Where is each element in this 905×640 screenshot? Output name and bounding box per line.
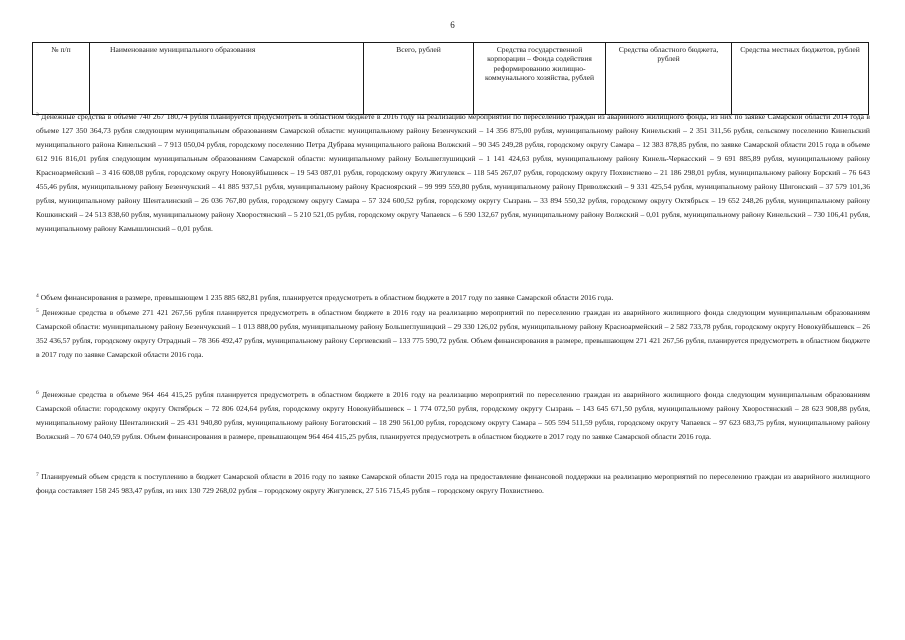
col-number-header: № п/п <box>33 43 90 115</box>
footnote-5 <box>36 306 870 362</box>
col-municipality-header: Наименование муниципального образования <box>90 43 364 115</box>
footnote-6 <box>36 388 870 444</box>
col-fund-header: Средства государственной корпорации – Фонда содействия реформированию жилищно-коммунального хозяйства, рублей <box>474 43 606 115</box>
footnote-mark: 7 <box>36 472 39 478</box>
table-header <box>32 42 869 115</box>
col-local-budget-header: Средства местных бюджетов, рублей <box>732 43 869 115</box>
footnote-mark: 6 <box>36 390 39 396</box>
footnote-text: Денежные средства в объеме 271 421 267,56 рубля планируется предусмотреть в областном бюджете в 2016 году на реализацию мероприятий по переселению граждан из аварийного жилищного фонда следующим муниципальным образованиям Самарской области: муниципальному району Безенчукский – 1 013 888,00 рубля, муниципальному району Большеглушицкий – 29 330 126,02 рубля, муниципальному району Красноармейский – 2 582 733,78 рубля, городскому округу Новокуйбышевск – 26 352 436,57 рубля, городскому округу Отрадный – 78 366 492,47 рубля, муниципальному району Сергиевский – 133 775 590,72 рубля. Объем финансирования в размере, превышающем 271 421 267,56 рубля, планируется предусмотреть в областном бюджете в 2017 году по заявке Самарской области 2016 года. <box>36 308 870 359</box>
footnote-text: Планируемый объем средств к поступлению в бюджет Самарской области в 2016 году по заявке Самарской области 2015 года на предоставление финансовой поддержки на реализацию мероприятий по переселению граждан из аварийного жилищного фонда составляет 158 245 983,47 рубля, из них 130 729 268,02 рубля – городскому округу Жигулевск, 27 516 715,45 рубля – городскому округу Похвистнево. <box>36 472 871 495</box>
footnote-4 <box>36 291 870 305</box>
footnote-mark: 5 <box>36 308 39 314</box>
footnote-mark: 3 <box>36 112 39 118</box>
col-regional-budget-header: Средства областного бюджета, рублей <box>606 43 732 115</box>
footnote-text: Денежные средства в объеме 740 267 180,74 рубля планируется предусмотреть в областном бюджете в 2016 году на реализацию мероприятий по переселению граждан из аварийного жилищного фонда, из них по заявке Самарской области 2014 года в объеме 127 350 364,73 рубля следующим муниципальным образованиям Самарской области: муниципальному району Безенчукский – 14 356 875,00 рубля, муниципальному району Кинельский – 2 351 311,56 рубля, сельскому поселению Кинельский муниципального района Кинельский – 7 913 050,04 рубля, городскому поселению Петра Дубрава муниципального района Волжский – 90 345 249,28 рубля, городскому округу Самара – 12 383 878,85 рубля, по заявке Самарской области 2015 года в объеме 612 916 816,01 рубля следующим муниципальным образованиям Самарской области: муниципальному району Большеглушицкий – 1 141 424,63 рубля, муниципальному району Кинель-Черкасский – 9 691 885,89 рубля, муниципальному району Красноармейский – 3 416 608,08 рубля, городскому округу Новокуйбышевск – 19 543 087,01 рубля, городскому округу Жигулевск – 118 545 267,07 рубля, городскому округу Похвистнево – 21 186 298,01 рубля, муниципальному району Борский – 76 643 455,46 рубля, муниципальному району Безенчукский – 41 885 937,51 рубля, муниципальному району Красноярский – 99 999 559,80 рубля, муниципальному району Приволжский – 9 331 425,54 рубля, муниципальному району Шигонский – 37 579 101,36 рубля, муниципальному району Шенталинский – 26 036 767,80 рубля, городскому округу Самара – 57 324 600,52 рубля, городскому округу Сызрань – 33 894 550,32 рубля, городскому округу Октябрьск – 19 652 248,26 рубля, муниципальному району Кошкинский – 24 513 838,60 рубля, муниципальному району Хворостянский – 5 210 521,05 рубля, городскому округу Чапаевск – 6 590 132,67 рубля, муниципальному району Волжский – 0,01 рубля, муниципальному району Кинельский – 730 106,41 рубля, муниципальному району Камышлинский – 0,01 рубля. <box>36 112 870 233</box>
footnote-text: Объем финансирования в размере, превышающем 1 235 885 682,81 рубля, планируется предусмотреть в областном бюджете в 2017 году по заявке Самарской области 2016 года. <box>40 293 614 302</box>
footnote-mark: 4 <box>36 293 39 299</box>
table-header-row <box>33 43 869 115</box>
col-total-header: Всего, рублей <box>364 43 474 115</box>
footnote-7 <box>36 470 870 498</box>
footnote-text: Денежные средства в объеме 964 464 415,25 рубля планируется предусмотреть в областном бюджете в 2016 году на реализацию мероприятий по переселению граждан из аварийного жилищного фонда следующим муниципальным образованиям Самарской области: городскому округу Октябрьск – 72 806 024,64 рубля, городскому округу Новокуйбышевск – 1 774 072,50 рубля, городскому округу Сызрань – 143 645 671,50 рубля, муниципальному району Хворостянский – 28 623 908,88 рубля, муниципальному району Шенталинский – 25 431 940,80 рубля, муниципальному району Богатовский – 18 290 561,00 рубля, городскому округу Самара – 505 594 511,59 рубля, городскому округу Чапаевск – 97 623 683,75 рубля, муниципальному району Волжский – 70 674 040,59 рубля. Объем финансирования в размере, превышающем 964 464 415,25 рубля, планируется предусмотреть в областном бюджете в 2017 году по заявке Самарской области 2016 года. <box>36 390 870 441</box>
page-number: 6 <box>450 20 455 30</box>
footnote-3 <box>36 110 870 236</box>
